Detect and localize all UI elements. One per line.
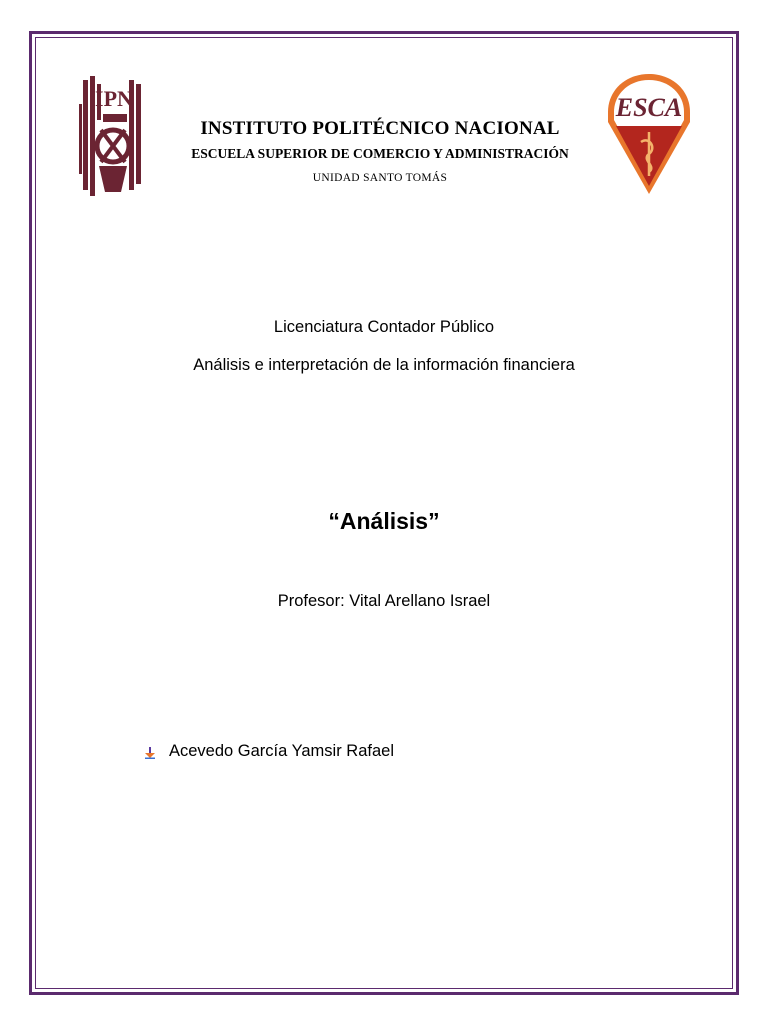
ipn-logo-text: IPN xyxy=(95,86,133,111)
document-title: “Análisis” xyxy=(328,508,440,534)
school-name: ESCUELA SUPERIOR DE COMERCIO Y ADMINISTRACIÓN xyxy=(191,146,569,161)
student-name: Acevedo García Yamsir Rafael xyxy=(169,742,394,760)
esca-logo-text: ESCA xyxy=(615,93,683,122)
degree-line: Licenciatura Contador Público xyxy=(273,318,495,336)
student-list-item xyxy=(144,742,394,761)
ipn-logo xyxy=(77,74,147,200)
arrow-down-bullet-icon xyxy=(144,747,156,759)
unit-name: UNIDAD SANTO TOMÁS xyxy=(312,172,448,184)
esca-logo xyxy=(606,72,692,196)
professor-line: Profesor: Vital Arellano Israel xyxy=(277,592,491,610)
subject-line: Análisis e interpretación de la información financiera xyxy=(193,356,575,374)
institution-name: INSTITUTO POLITÉCNICO NACIONAL xyxy=(200,118,560,139)
